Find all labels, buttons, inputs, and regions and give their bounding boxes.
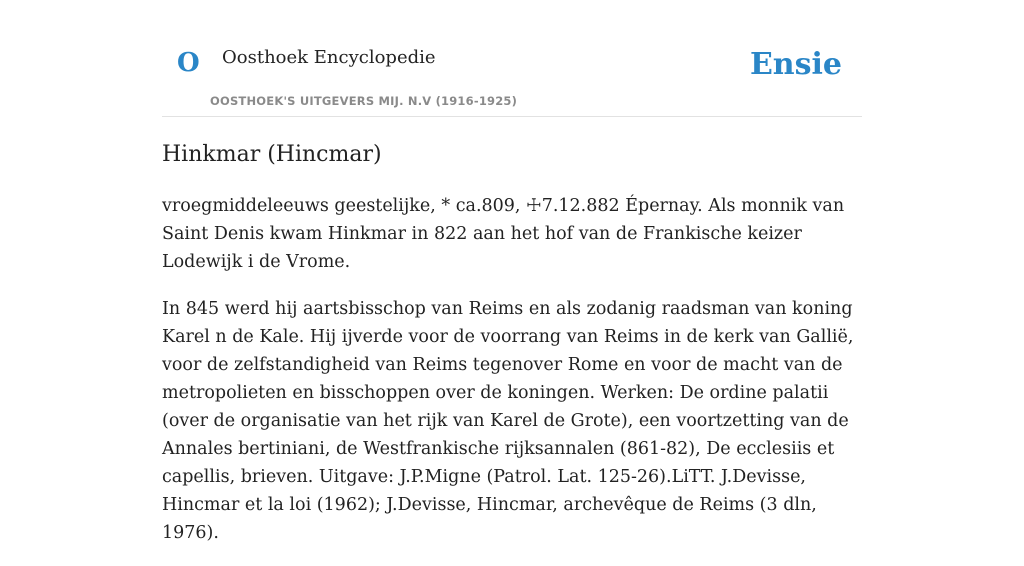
entry-body <box>162 192 872 566</box>
entry-title: Hinkmar (Hincmar) <box>162 142 382 167</box>
source-subtitle: OOSTHOEK'S UITGEVERS MIJ. N.V (1916-1925) <box>210 94 518 108</box>
entry-paragraph: vroegmiddeleeuws geestelijke, * ca.809, ☩7.12.882 Épernay. Als monnik van Saint Denis kwam Hinkmar in 822 aan het hof van de Frankische keizer Lodewijk i de Vrome. <box>162 196 845 272</box>
source-logo[interactable]: O <box>177 48 200 78</box>
source-header <box>162 0 862 117</box>
entry-paragraph: In 845 werd hij aartsbisschop van Reims en als zodanig raadsman van koning Karel n de Kale. Hij ijverde voor de voorrang van Reims in de kerk van Gallië, voor de zelfstandigheid van Reims tegenover Rome en voor de macht van de metropolieten en bisschoppen over de koningen. Werken: De ordine palatii (over de organisatie van het rijk van Karel de Grote), een voortzetting van de Annales bertiniani, de Westfrankische rijksannalen (861-82), De ecclesiis et capellis, brieven. Uitgave: J.P.Migne (Patrol. Lat. 125-26).LiTT. J.Devisse, Hincmar et la loi (1962); J.Devisse, Hincmar, archevêque de Reims (3 dln, 1976). <box>162 299 854 543</box>
source-title-link[interactable]: Oosthoek Encyclopedie <box>222 47 436 68</box>
ensie-logo[interactable]: Ensie <box>749 47 842 82</box>
content-container <box>162 0 862 543</box>
